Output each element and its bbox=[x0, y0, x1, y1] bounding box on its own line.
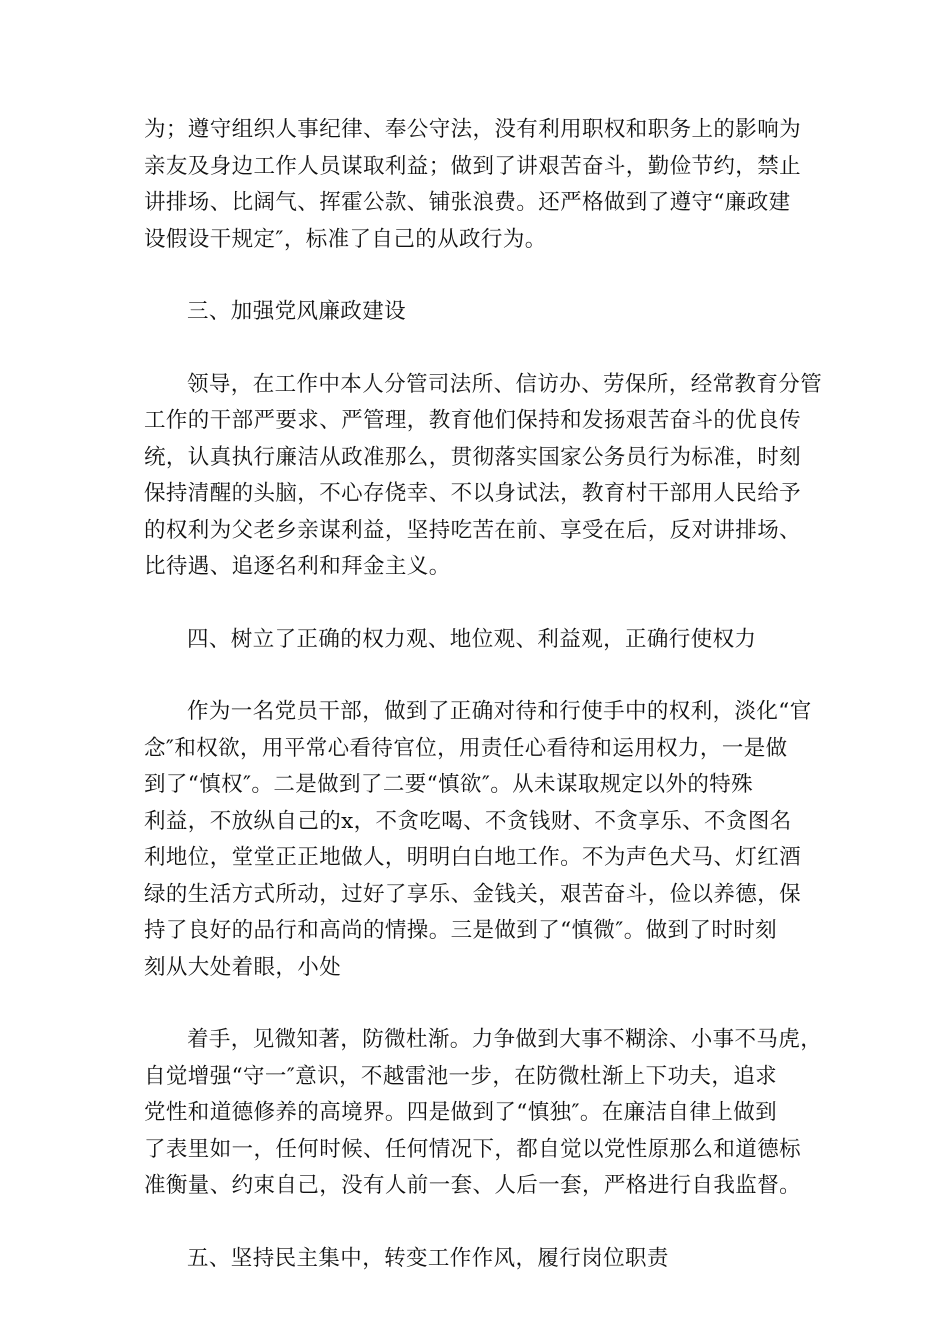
text-line: 亲友及身边工作人员谋取利益；做到了讲艰苦奋斗，勤俭节约，禁止 bbox=[144, 153, 802, 179]
text-line: 党性和道德修养的高境界。四是做到了“慎独″。在廉洁自律上做到 bbox=[144, 1100, 778, 1125]
text-line: 准衡量、约束自己，没有人前一套、人后一套，严格进行自我监督。 bbox=[144, 1173, 802, 1198]
text-line: 念″和权欲，用平常心看待官位，用责任心看待和运用权力，一是做 bbox=[144, 735, 788, 761]
text-line: 绿的生活方式所动，过好了享乐、金钱关，艰苦奋斗，俭以养德，保 bbox=[144, 881, 802, 907]
text-line: 讲排场、比阔气、挥霍公款、铺张浪费。还严格做到了遵守“廉政建 bbox=[144, 190, 791, 215]
text-line: 持了良好的品行和高尚的情操。三是做到了“慎微″。做到了时时刻 bbox=[144, 918, 778, 943]
text-line: 比待遇、追逐名利和拜金主义。 bbox=[144, 554, 451, 579]
text-line: 利益，不放纵自己的x，不贪吃喝、不贪钱财、不贪享乐、不贪图名 bbox=[144, 808, 792, 834]
section-heading-4 bbox=[144, 622, 804, 659]
text-line: 刻从大处着眼，小处 bbox=[144, 954, 342, 980]
section-heading-5 bbox=[144, 1241, 804, 1278]
text-line: 设假设干规定″，标准了自己的从政行为。 bbox=[144, 226, 547, 252]
text-line: 领导，在工作中本人分管司法所、信访办、劳保所，经常教育分管 bbox=[187, 371, 823, 397]
text-line: 为；遵守组织人事纪律、奉公守法，没有利用职权和职务上的影响为 bbox=[144, 117, 802, 142]
paragraph-self-discipline bbox=[144, 1022, 823, 1205]
heading-text: 四、树立了正确的权力观、地位观、利益观，正确行使权力 bbox=[187, 626, 757, 652]
text-line: 工作的干部严要求、严管理，教育他们保持和发扬艰苦奋斗的优良传 bbox=[144, 408, 802, 433]
text-line: 了表里如一，任何时候、任何情况下，都自觉以党性原那么和道德标 bbox=[144, 1136, 802, 1162]
section-heading-3 bbox=[144, 294, 804, 331]
text-line: 的权利为父老乡亲谋利益，坚持吃苦在前、享受在后，反对讲排场、 bbox=[144, 517, 802, 543]
paragraph-continuation bbox=[144, 112, 804, 258]
text-line: 自觉增强“守一″意识，不越雷池一步，在防微杜渐上下功夫，追求 bbox=[144, 1063, 778, 1089]
text-line: 利地位，堂堂正正地做人，明明白白地工作。不为声色犬马、灯红酒 bbox=[144, 845, 802, 870]
text-line: 到了“慎权″。二是做到了二要“慎欲″。从未谋取规定以外的特殊 bbox=[144, 772, 754, 797]
paragraph-party-member bbox=[144, 694, 812, 986]
paragraph-leadership bbox=[144, 367, 823, 586]
text-line: 作为一名党员干部，做到了正确对待和行使手中的权利，淡化“官 bbox=[187, 699, 812, 724]
text-line: 保持清醒的头脑，不心存侥幸、不以身试法，教育村干部用人民给予 bbox=[144, 481, 802, 506]
text-line: 着手，见微知著，防微杜渐。力争做到大事不糊涂、小事不马虎， bbox=[187, 1027, 823, 1052]
heading-text: 三、加强党风廉政建设 bbox=[187, 299, 407, 324]
text-line: 统，认真执行廉洁从政准那么，贯彻落实国家公务员行为标准，时刻 bbox=[144, 444, 802, 470]
heading-text: 五、坚持民主集中，转变工作作风，履行岗位职责 bbox=[187, 1245, 669, 1271]
